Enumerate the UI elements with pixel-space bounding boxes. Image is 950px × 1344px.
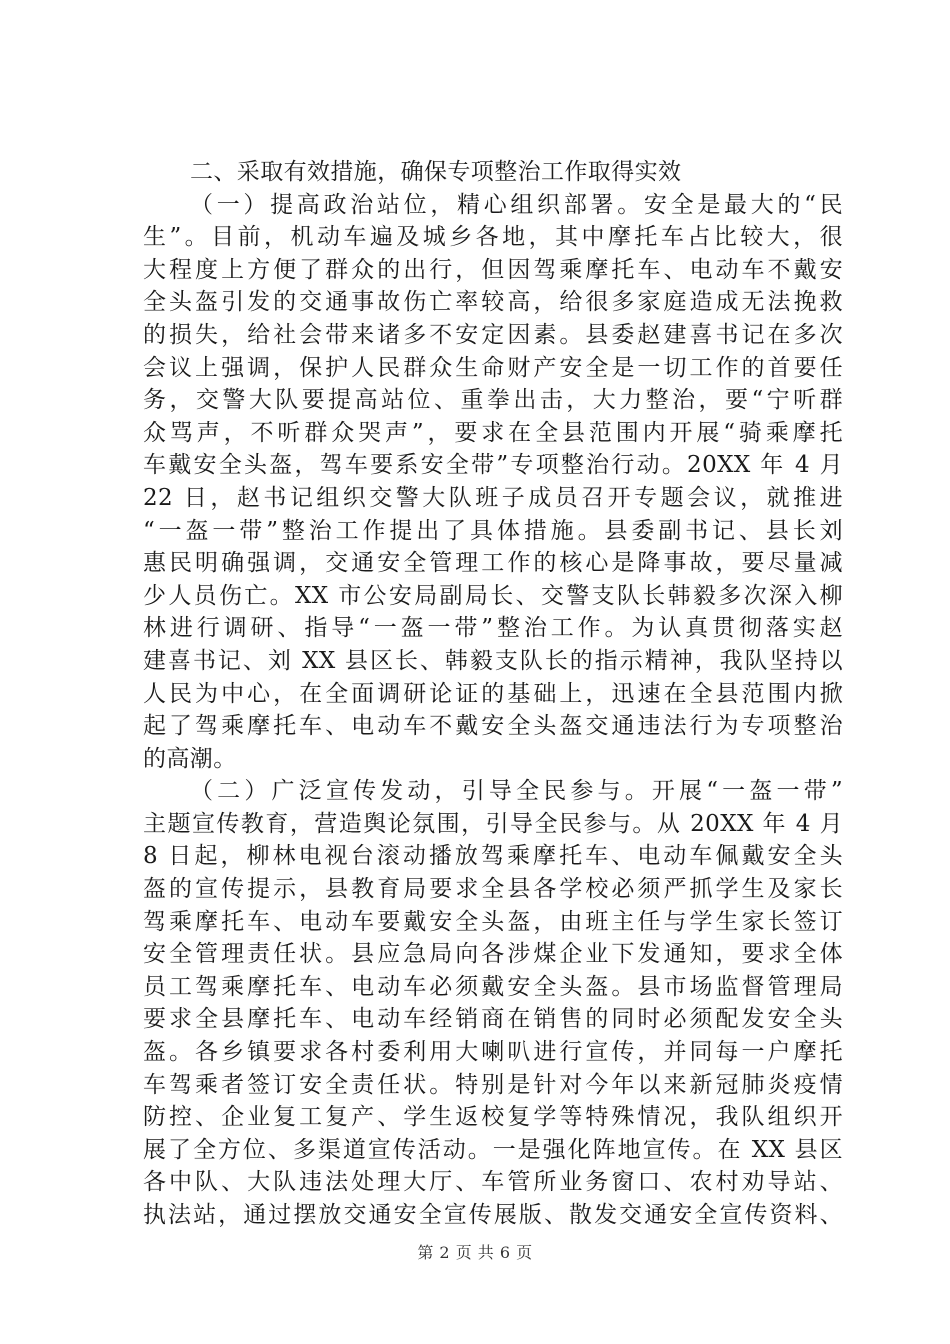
paragraph-2-line: 8 日起，柳林电视台滚动播放驾乘摩托车、电动车佩戴安全头: [143, 843, 843, 870]
paragraph-1-line: 22 日，赵书记组织交警大队班子成员召开专题会议，就推进: [143, 484, 843, 511]
paragraph-2-line: 主题宣传教育，营造舆论氛围，引导全民参与。从 20XX 年 4 月: [143, 810, 843, 837]
paragraph-1-line: 林进行调研、指导“一盔一带”整治工作。为认真贯彻落实赵: [143, 615, 843, 642]
section-heading: 二、采取有效措施，确保专项整治工作取得实效: [190, 159, 682, 185]
paragraph-1-line: 众骂声，不听群众哭声”，要求在全县范围内开展“骑乘摩托: [143, 419, 843, 446]
paragraph-2-line: 盔。各乡镇要求各村委利用大喇叭进行宣传，并同每一户摩托: [143, 1039, 843, 1066]
paragraph-2-line: 各中队、大队违法处理大厅、车管所业务窗口、农村劝导站、: [143, 1169, 843, 1196]
paragraph-1-line: 大程度上方便了群众的出行，但因驾乘摩托车、电动车不戴安: [143, 256, 843, 283]
page-footer: 第 2 页 共 6 页: [417, 1243, 533, 1262]
paragraph-2-line: 展了全方位、多渠道宣传活动。一是强化阵地宣传。在 XX 县区: [143, 1136, 843, 1163]
paragraph-1-line: 全头盔引发的交通事故伤亡率较高，给很多家庭造成无法挽救: [143, 289, 843, 316]
paragraph-1-line: 生”。目前，机动车遍及城乡各地，其中摩托车占比较大，很: [143, 224, 843, 251]
paragraph-1-line: 务，交警大队要提高站位、重拳出击，大力整治，要“宁听群: [143, 387, 843, 414]
paragraph-2-line: 驾乘摩托车、电动车要戴安全头盔，由班主任与学生家长签订: [143, 908, 843, 935]
paragraph-1-line: （一）提高政治站位，精心组织部署。安全是最大的“民: [190, 191, 843, 218]
paragraph-2-line: 要求全县摩托车、电动车经销商在销售的同时必须配发安全头: [143, 1006, 843, 1033]
paragraph-1-line: 惠民明确强调，交通安全管理工作的核心是降事故，要尽量减: [143, 550, 843, 577]
paragraph-2-line: （二）广泛宣传发动，引导全民参与。开展“一盔一带”: [190, 778, 843, 805]
paragraph-1-line: 少人员伤亡。XX 市公安局副局长、交警支队长韩毅多次深入柳: [143, 582, 843, 609]
paragraph-1-line: 车戴安全头盔，驾车要系安全带”专项整治行动。20XX 年 4 月: [143, 452, 843, 479]
paragraph-1-line: 的高潮。: [143, 745, 237, 772]
paragraph-1-line: 会议上强调，保护人民群众生命财产安全是一切工作的首要任: [143, 354, 843, 381]
paragraph-1-line: 起了驾乘摩托车、电动车不戴安全头盔交通违法行为专项整治: [143, 713, 843, 740]
paragraph-1-line: 人民为中心，在全面调研论证的基础上，迅速在全县范围内掀: [143, 680, 843, 707]
paragraph-2-line: 防控、企业复工复产、学生返校复学等特殊情况，我队组织开: [143, 1104, 843, 1131]
paragraph-2-line: 车驾乘者签订安全责任状。特别是针对今年以来新冠肺炎疫情: [143, 1071, 843, 1098]
paragraph-1-line: 的损失，给社会带来诸多不安定因素。县委赵建喜书记在多次: [143, 321, 843, 348]
paragraph-1-line: 建喜书记、刘 XX 县区长、韩毅支队长的指示精神，我队坚持以: [143, 647, 843, 674]
paragraph-2-line: 员工驾乘摩托车、电动车必须戴安全头盔。县市场监督管理局: [143, 973, 843, 1000]
paragraph-2-line: 盔的宣传提示，县教育局要求全县各学校必须严抓学生及家长: [143, 876, 843, 903]
paragraph-1-line: “一盔一带”整治工作提出了具体措施。县委副书记、县长刘: [143, 517, 843, 544]
paragraph-2-line: 安全管理责任状。县应急局向各涉煤企业下发通知，要求全体: [143, 941, 843, 968]
paragraph-2-line: 执法站，通过摆放交通安全宣传展版、散发交通安全宣传资料、: [143, 1202, 843, 1228]
